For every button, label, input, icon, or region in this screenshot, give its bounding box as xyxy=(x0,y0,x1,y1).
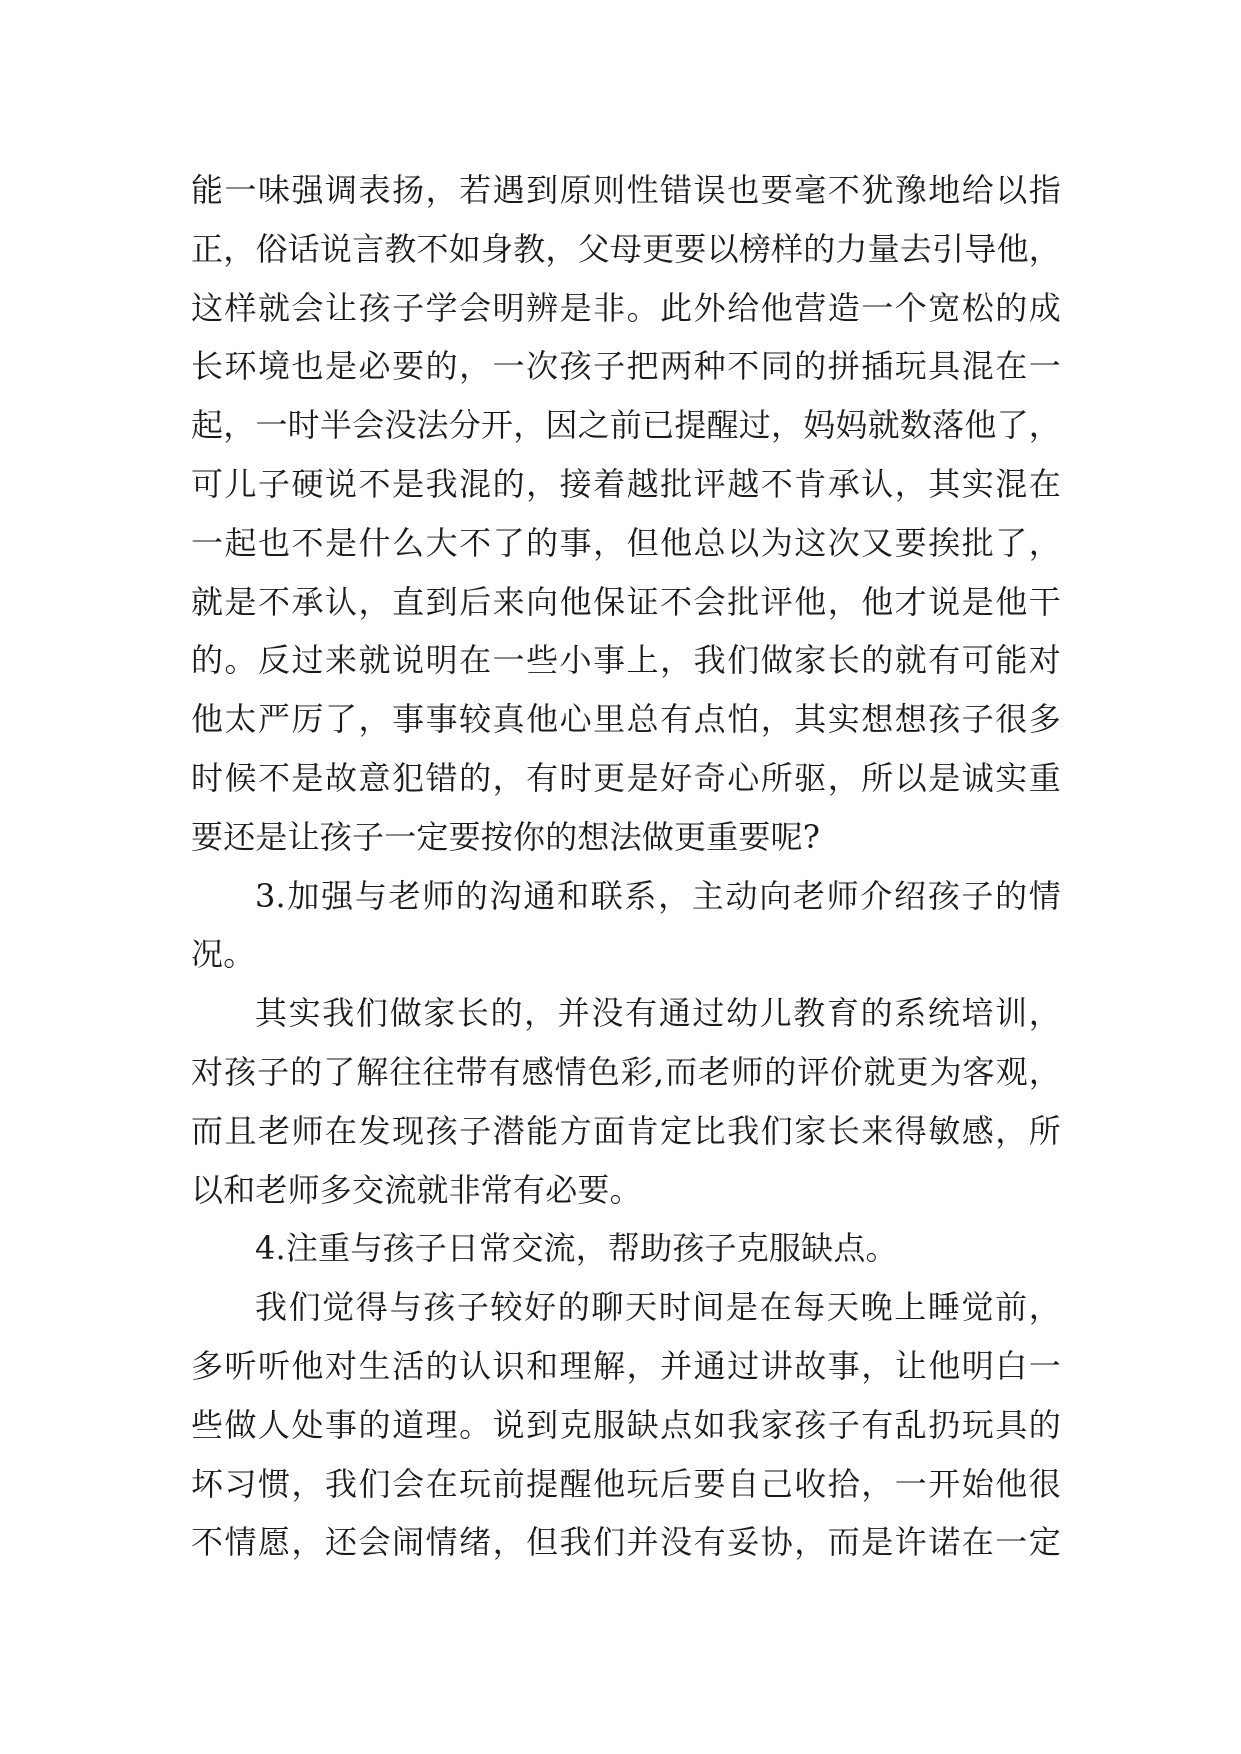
text-line: 些做人处事的道理。说到克服缺点如我家孩子有乱扔玩具的 xyxy=(191,1405,1061,1444)
text-line: 时候不是故意犯错的，有时更是好奇心所驱，所以是诚实重 xyxy=(191,758,1061,797)
text-line: 要还是让孩子一定要按你的想法做更重要呢? xyxy=(191,817,821,856)
text-line: 一起也不是什么大不了的事，但他总以为这次又要挨批了， xyxy=(191,523,1061,562)
body-text xyxy=(191,161,1061,1572)
text-line: 能一味强调表扬，若遇到原则性错误也要毫不犹豫地给以指 xyxy=(191,171,1061,209)
text-line: 其实我们做家长的，并没有通过幼儿教育的系统培训， xyxy=(255,994,1061,1033)
text-line: 多听听他对生活的认识和理解，并通过讲故事，让他明白一 xyxy=(191,1346,1061,1385)
section-heading-3: 3.加强与老师的沟通和联系，主动向老师介绍孩子的情 xyxy=(255,876,1061,915)
text-line: 坏习惯，我们会在玩前提醒他玩后要自己收拾，一开始他很 xyxy=(191,1464,1061,1503)
text-line: 的。反过来就说明在一些小事上，我们做家长的就有可能对 xyxy=(191,641,1061,680)
text-line: 他太严厉了，事事较真他心里总有点怕，其实想想孩子很多 xyxy=(191,700,1061,739)
text-line: 对孩子的了解往往带有感情色彩,而老师的评价就更为客观， xyxy=(191,1052,1061,1091)
text-line: 而且老师在发现孩子潜能方面肯定比我们家长来得敏感，所 xyxy=(191,1111,1061,1150)
text-line: 长环境也是必要的，一次孩子把两种不同的拼插玩具混在一 xyxy=(191,347,1061,386)
text-line: 这样就会让孩子学会明辨是非。此外给他营造一个宽松的成 xyxy=(191,288,1061,327)
text-line: 可儿子硬说不是我混的，接着越批评越不肯承认，其实混在 xyxy=(191,464,1061,503)
text-line: 我们觉得与孩子较好的聊天时间是在每天晚上睡觉前， xyxy=(255,1288,1061,1327)
text-line: 正，俗话说言教不如身教，父母更要以榜样的力量去引导他， xyxy=(191,229,1061,268)
text-line: 不情愿，还会闹情绪，但我们并没有妥协，而是许诺在一定 xyxy=(191,1523,1061,1562)
text-line: 以和老师多交流就非常有必要。 xyxy=(191,1170,642,1209)
text-line: 起，一时半会没法分开，因之前已提醒过，妈妈就数落他了， xyxy=(191,406,1061,445)
text-line: 就是不承认，直到后来向他保证不会批评他，他才说是他干 xyxy=(191,582,1061,621)
section-heading-4: 4.注重与孩子日常交流，帮助孩子克服缺点。 xyxy=(255,1229,898,1268)
text-line: 况。 xyxy=(191,935,256,974)
